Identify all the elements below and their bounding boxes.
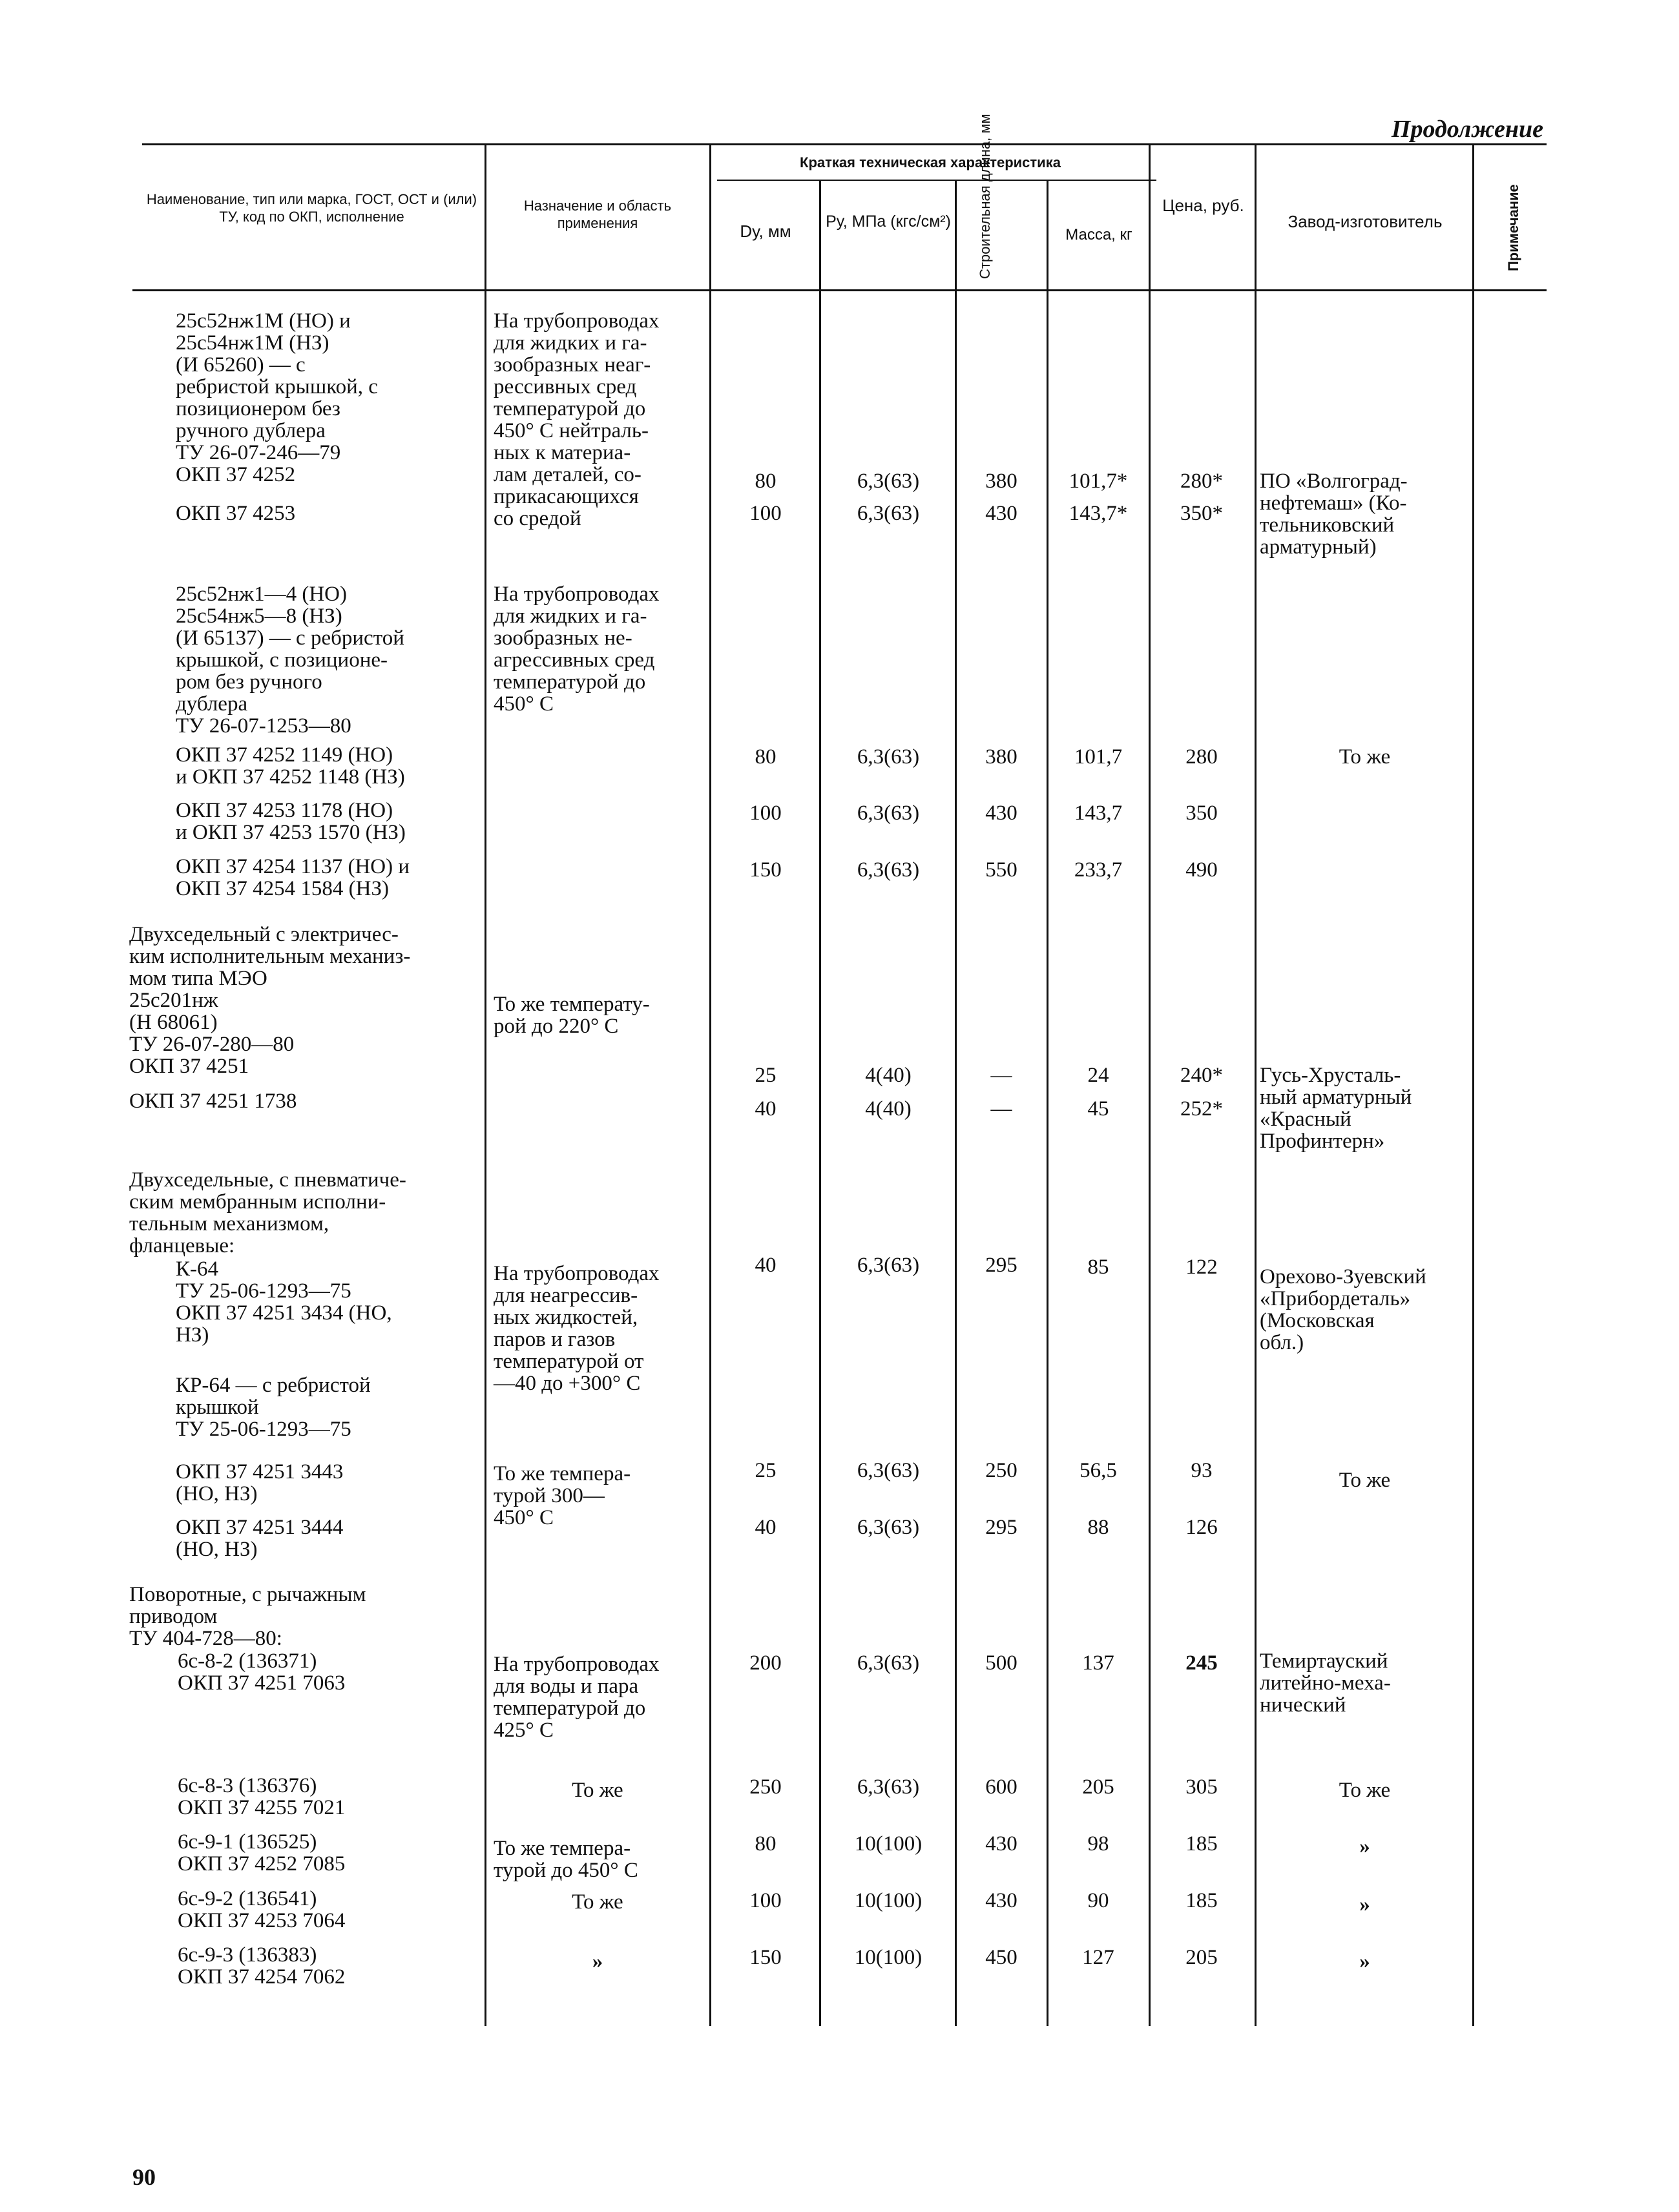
r7a-len: 600 — [985, 1775, 1017, 1799]
r4-purpose: На трубопроводах для неагрессив- ных жидкостей, паров и газов температурой от —40 до +300° С — [494, 1262, 660, 1395]
r1a-dy: 80 — [755, 470, 777, 493]
r4-name: Двухседельные, с пневматиче- ским мембранным исполни- тельным механизмом, фланцевые: — [129, 1168, 406, 1257]
r4a-py: 6,3(63) — [857, 1254, 920, 1277]
r1b-py: 6,3(63) — [857, 502, 920, 525]
header-py: Pу, МПа (кгс/см²) — [826, 212, 951, 231]
r3a-py: 4(40) — [865, 1064, 912, 1087]
r10-maker: » — [1359, 1950, 1370, 1973]
r3-name-2: ОКП 37 4251 1738 — [129, 1090, 297, 1113]
col-rule-6 — [1149, 143, 1151, 2026]
r8a-len: 430 — [985, 1832, 1017, 1855]
r5a-py: 6,3(63) — [857, 1459, 920, 1482]
r2b-price: 350 — [1185, 801, 1218, 825]
r6a-py: 6,3(63) — [857, 1651, 920, 1675]
r10-name: 6с-9-3 (136383) ОКП 37 4254 7062 — [178, 1943, 346, 1989]
r6a-len: 500 — [985, 1651, 1017, 1675]
r6a-dy: 200 — [749, 1651, 782, 1675]
r8a-mass: 98 — [1087, 1832, 1109, 1855]
r2a-len: 380 — [985, 745, 1017, 769]
r1-name: 25с52нж1М (НО) и 25с54нж1М (НЗ) (И 65260) — с ребристой крышкой, с позиционером без ручного дублера ТУ 26-07-246—79 ОКП 37 4252 — [176, 309, 378, 486]
r4a-price: 122 — [1185, 1256, 1218, 1279]
r5a-price: 93 — [1191, 1459, 1213, 1482]
r7a-dy: 250 — [749, 1775, 782, 1799]
header-purpose: Назначение и область применения — [523, 198, 672, 231]
r6-name: Поворотные, с рычажным приводом ТУ 404-728—80: — [129, 1583, 366, 1650]
r2a-mass: 101,7 — [1074, 745, 1123, 769]
r2b-len: 430 — [985, 801, 1017, 825]
r1-maker: ПО «Волгоград- нефтемаш» (Ко- тельниковский арматурный) — [1260, 470, 1408, 559]
r1-purpose: На трубопроводах для жидких и га- зообразных неаг- рессивных сред температурой до 450° С нейтраль- ных к материа- лам деталей, со- прикасающихся со средой — [494, 309, 660, 530]
r2b-mass: 143,7 — [1074, 801, 1123, 825]
r2c-dy: 150 — [749, 858, 782, 882]
r5a-mass: 56,5 — [1079, 1459, 1117, 1482]
r4-k64: К-64 ТУ 25-06-1293—75 ОКП 37 4251 3434 (НО, НЗ) — [176, 1257, 392, 1347]
r2a-dy: 80 — [755, 745, 777, 769]
r1-name-2: ОКП 37 4253 — [176, 502, 296, 525]
table-top-rule — [142, 143, 1547, 145]
r5b-name: ОКП 37 4251 3444 (НО, НЗ) — [176, 1516, 344, 1561]
r5b-mass: 88 — [1087, 1516, 1109, 1539]
r9a-price: 185 — [1185, 1889, 1218, 1912]
r3a-price: 240* — [1180, 1064, 1223, 1087]
r5a-dy: 25 — [755, 1459, 777, 1482]
r5a-name: ОКП 37 4251 3443 (НО, НЗ) — [176, 1460, 344, 1505]
r2a-name: ОКП 37 4252 1149 (НО) и ОКП 37 4252 1148 (НЗ) — [176, 743, 405, 789]
r4-kr64: КР-64 — с ребристой крышкой ТУ 25-06-1293—75 — [176, 1374, 371, 1441]
col-rule-3 — [819, 180, 821, 2026]
r2a-py: 6,3(63) — [857, 745, 920, 769]
r9-name: 6с-9-2 (136541) ОКП 37 4253 7064 — [178, 1887, 346, 1932]
r2c-py: 6,3(63) — [857, 858, 920, 882]
r1a-price: 280* — [1180, 470, 1223, 493]
r1b-mass: 143,7* — [1069, 502, 1128, 525]
header-note: Примечание — [1505, 184, 1521, 271]
r8-maker: » — [1359, 1835, 1370, 1858]
r3a-len: — — [990, 1064, 1012, 1087]
r6a-price: 245 — [1185, 1651, 1218, 1675]
r8a-py: 10(100) — [854, 1832, 923, 1855]
r9-purpose: То же — [572, 1890, 623, 1914]
r7a-mass: 205 — [1082, 1775, 1114, 1799]
r10a-py: 10(100) — [854, 1946, 923, 1969]
r10a-price: 205 — [1185, 1946, 1218, 1969]
header-dy: Dу, мм — [740, 222, 791, 241]
r7a-py: 6,3(63) — [857, 1775, 920, 1799]
r2c-len: 550 — [985, 858, 1017, 882]
r7-maker: То же — [1339, 1779, 1391, 1802]
continuation-label: Продолжение — [1391, 116, 1543, 143]
r7-name: 6с-8-3 (136376) ОКП 37 4255 7021 — [178, 1774, 346, 1819]
r1b-price: 350* — [1180, 502, 1223, 525]
header-tech-group: Краткая техническая характеристика — [800, 154, 1061, 171]
r5b-price: 126 — [1185, 1516, 1218, 1539]
r8a-price: 185 — [1185, 1832, 1218, 1855]
r9a-mass: 90 — [1087, 1889, 1109, 1912]
r7a-price: 305 — [1185, 1775, 1218, 1799]
r6-sub: 6с-8-2 (136371) ОКП 37 4251 7063 — [178, 1649, 346, 1695]
header-bottom-rule — [132, 289, 1547, 291]
tech-group-rule — [717, 180, 1156, 181]
r3b-len: — — [990, 1097, 1012, 1121]
r4a-dy: 40 — [755, 1254, 777, 1277]
r10a-dy: 150 — [749, 1946, 782, 1969]
r3-purpose: То же температу- рой до 220° С — [494, 993, 650, 1038]
r3b-price: 252* — [1180, 1097, 1223, 1121]
r9-maker: » — [1359, 1893, 1370, 1916]
r3b-py: 4(40) — [865, 1097, 912, 1121]
r1a-py: 6,3(63) — [857, 470, 920, 493]
r5-maker: То же — [1339, 1469, 1391, 1492]
r10a-len: 450 — [985, 1946, 1017, 1969]
r6a-mass: 137 — [1082, 1651, 1114, 1675]
col-rule-8 — [1472, 143, 1474, 2026]
r3b-mass: 45 — [1087, 1097, 1109, 1121]
r5b-len: 295 — [985, 1516, 1017, 1539]
r2-purpose: На трубопроводах для жидких и га- зообразных не- агрессивных сред температурой до 450° С — [494, 583, 660, 716]
r8-purpose: То же темпера- турой до 450° С — [494, 1837, 638, 1882]
r8-name: 6с-9-1 (136525) ОКП 37 4252 7085 — [178, 1830, 346, 1876]
page-number: 90 — [132, 2164, 156, 2190]
r1b-dy: 100 — [749, 502, 782, 525]
header-name: Наименование, тип или марка, ГОСТ, ОСТ и (или) ТУ, код по ОКП, исполнение — [146, 191, 477, 225]
r2b-name: ОКП 37 4253 1178 (НО) и ОКП 37 4253 1570 (НЗ) — [176, 799, 406, 844]
col-rule-7 — [1255, 143, 1257, 2026]
header-price: Цена, руб. — [1162, 196, 1244, 215]
r5a-len: 250 — [985, 1459, 1017, 1482]
r1a-len: 380 — [985, 470, 1017, 493]
r5-purpose: То же темпера- турой 300— 450° С — [494, 1462, 631, 1529]
header-maker: Завод-изготовитель — [1288, 212, 1443, 231]
col-rule-2 — [709, 143, 711, 2026]
r2b-py: 6,3(63) — [857, 801, 920, 825]
r4a-mass: 85 — [1087, 1256, 1109, 1279]
r1b-len: 430 — [985, 502, 1017, 525]
r9a-len: 430 — [985, 1889, 1017, 1912]
r10-purpose: » — [592, 1950, 603, 1973]
r2a-price: 280 — [1185, 745, 1218, 769]
r3a-mass: 24 — [1087, 1064, 1109, 1087]
r5b-py: 6,3(63) — [857, 1516, 920, 1539]
r9a-py: 10(100) — [854, 1889, 923, 1912]
r3a-dy: 25 — [755, 1064, 777, 1087]
r4-maker: Орехово-Зуевский «Прибордеталь» (Московская обл.) — [1260, 1265, 1426, 1354]
col-rule-4 — [955, 180, 957, 2026]
header-mass: Масса, кг — [1065, 226, 1132, 243]
r2c-name: ОКП 37 4254 1137 (НО) и ОКП 37 4254 1584 (НЗ) — [176, 855, 410, 900]
r3-maker: Гусь-Хрусталь- ный арматурный «Красный Профинтерн» — [1260, 1064, 1412, 1153]
r6-maker: Темиртауский литейно-меха- нический — [1260, 1649, 1391, 1717]
r2-maker: То же — [1339, 745, 1391, 769]
r9a-dy: 100 — [749, 1889, 782, 1912]
col-rule-5 — [1047, 180, 1048, 2026]
r1a-mass: 101,7* — [1069, 470, 1128, 493]
r4a-len: 295 — [985, 1254, 1017, 1277]
r2c-price: 490 — [1185, 858, 1218, 882]
r8a-dy: 80 — [755, 1832, 777, 1855]
r3-name: Двухседельный с электричес- ким исполнительным механиз- мом типа МЭО 25с201нж (Н 68061) ТУ 26-07-280—80 ОКП 37 4251 — [129, 923, 411, 1078]
r10a-mass: 127 — [1082, 1946, 1114, 1969]
r2-name: 25с52нж1—4 (НО) 25с54нж5—8 (НЗ) (И 65137) — с ребристой крышкой, с позиционе- ром без ручного дублера ТУ 26-07-1253—80 — [176, 583, 404, 738]
r2b-dy: 100 — [749, 801, 782, 825]
col-rule-1 — [485, 143, 486, 2026]
r2c-mass: 233,7 — [1074, 858, 1123, 882]
r7-purpose: То же — [572, 1779, 623, 1802]
header-length: Строительная длина, мм — [977, 114, 993, 279]
r6-purpose: На трубопроводах для воды и пара температурой до 425° С — [494, 1653, 660, 1742]
r3b-dy: 40 — [755, 1097, 777, 1121]
r5b-dy: 40 — [755, 1516, 777, 1539]
